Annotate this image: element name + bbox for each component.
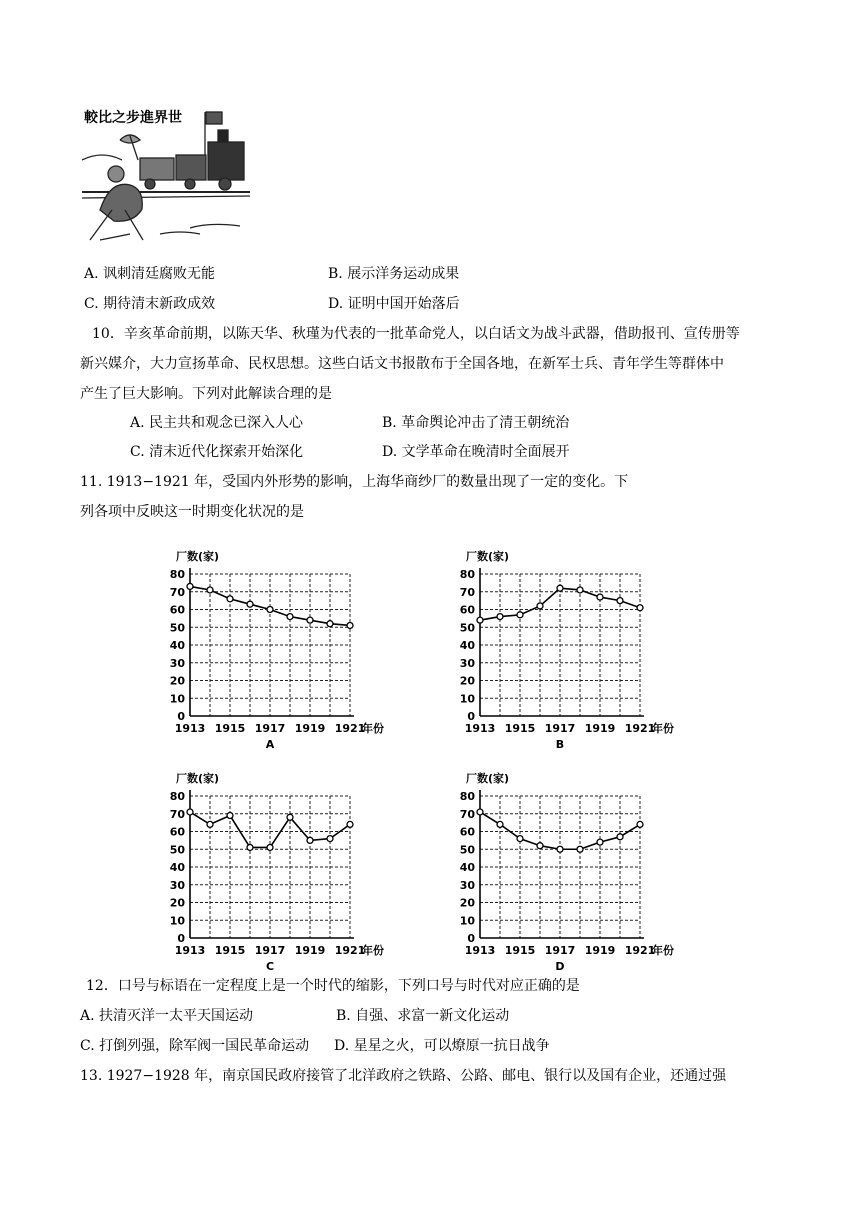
data-point (347, 622, 353, 628)
data-point (537, 843, 543, 849)
y-tick-label: 70 (169, 807, 185, 821)
data-point (247, 601, 253, 607)
chart-label: C (265, 960, 275, 973)
q12-option-c: C. 打倒列强，除军阀一国民革命运动 (80, 1038, 310, 1054)
x-tick-label: 1921 (624, 944, 656, 957)
data-point (557, 846, 563, 852)
q9-option-d: D. 证明中国开始落后 (328, 296, 460, 312)
data-point (497, 614, 503, 620)
q13-line: 13. 1927−1928 年，南京国民政府接管了北洋政府之铁路、公路、邮电、银行以及国有企业，还通过强 (80, 1068, 727, 1084)
y-tick-label: 20 (459, 674, 475, 688)
chart-a (160, 530, 410, 752)
x-tick-label: 1913 (464, 944, 496, 957)
y-tick-label: 70 (459, 585, 475, 599)
q9-option-c: C. 期待清末新政成效 (84, 296, 216, 312)
y-tick-label: 30 (459, 656, 475, 670)
data-point (557, 585, 563, 591)
chart-c (160, 752, 410, 974)
x-tick-label: 1921 (334, 944, 366, 957)
data-point (307, 837, 313, 843)
q11-line-2: 列各项中反映这一时期变化状况的是 (80, 504, 304, 520)
y-tick-label: 10 (169, 692, 185, 706)
data-point (617, 834, 623, 840)
data-point (187, 809, 193, 815)
y-tick-label: 20 (459, 896, 475, 910)
chart-label: A (265, 738, 275, 751)
y-axis-label: 厂数(家) (176, 550, 220, 563)
y-tick-label: 0 (467, 932, 475, 945)
y-tick-label: 10 (169, 914, 185, 928)
x-tick-label: 1917 (254, 722, 286, 735)
q12-option-a: A. 扶清灭洋一太平天国运动 (80, 1008, 254, 1024)
y-tick-label: 0 (177, 932, 185, 945)
data-point (577, 587, 583, 593)
data-point (637, 821, 643, 827)
y-tick-label: 0 (467, 710, 475, 723)
x-tick-label: 1921 (334, 722, 366, 735)
y-axis-label: 厂数(家) (466, 550, 510, 563)
y-tick-label: 20 (169, 896, 185, 910)
cartoon-caption: 較比之步進界世 (84, 110, 182, 126)
y-tick-label: 40 (169, 861, 185, 874)
x-tick-label: 1913 (464, 722, 496, 735)
q10-line-2: 新兴媒介，大力宣扬革命、民权思想。这些白话文书报散布于全国各地，在新军士兵、青年学生等群体中 (80, 356, 724, 372)
y-tick-label: 10 (459, 914, 475, 928)
y-tick-label: 60 (459, 825, 475, 839)
x-axis-label: 年份 (652, 722, 674, 735)
y-tick-label: 50 (459, 843, 475, 857)
y-tick-label: 40 (169, 639, 185, 652)
chart-grid (480, 796, 640, 938)
y-tick-label: 50 (169, 621, 185, 635)
q10-option-b: B. 革命舆论冲击了清王朝统治 (382, 415, 570, 431)
y-axis-label: 厂数(家) (176, 772, 220, 785)
chart-label: B (555, 738, 565, 751)
x-tick-label: 1913 (174, 944, 206, 957)
x-tick-label: 1919 (584, 722, 616, 735)
x-tick-label: 1915 (504, 944, 536, 957)
data-point (517, 612, 523, 618)
y-tick-label: 70 (169, 585, 185, 599)
chart-grid (190, 796, 350, 938)
data-point (497, 821, 503, 827)
x-tick-label: 1915 (504, 722, 536, 735)
data-point (227, 813, 233, 819)
y-tick-label: 10 (459, 692, 475, 706)
q10-line-1: 10．辛亥革命前期，以陈天华、秋瑾为代表的一批革命党人，以白话文为战斗武器，借助报刊、宣传册等 (92, 326, 740, 342)
y-tick-label: 80 (169, 790, 185, 803)
x-tick-label: 1917 (544, 944, 576, 957)
data-point (227, 596, 233, 602)
y-axis-label: 厂数(家) (466, 772, 510, 785)
y-tick-label: 50 (169, 843, 185, 857)
y-tick-label: 0 (177, 710, 185, 723)
data-point (537, 603, 543, 609)
data-point (617, 598, 623, 604)
q10-option-a: A. 民主共和观念已深入人心 (130, 415, 304, 431)
data-point (207, 821, 213, 827)
y-tick-label: 80 (169, 568, 185, 581)
data-point (477, 809, 483, 815)
data-point (247, 844, 253, 850)
chart-label: D (555, 960, 565, 973)
cartoon-drawing (82, 112, 250, 240)
data-point (597, 594, 603, 600)
y-tick-label: 40 (459, 639, 475, 652)
q12-option-b: B. 自强、求富一新文化运动 (336, 1008, 510, 1024)
q9-option-b: B. 展示洋务运动成果 (328, 266, 460, 282)
y-tick-label: 30 (459, 878, 475, 892)
x-tick-label: 1917 (254, 944, 286, 957)
q9-option-a: A. 讽刺清廷腐败无能 (84, 266, 216, 282)
data-point (327, 836, 333, 842)
x-tick-label: 1917 (544, 722, 576, 735)
data-point (347, 821, 353, 827)
y-tick-label: 40 (459, 861, 475, 874)
data-point (267, 607, 273, 613)
x-tick-label: 1921 (624, 722, 656, 735)
chart-grid (190, 574, 350, 716)
data-point (287, 814, 293, 820)
data-point (307, 617, 313, 623)
x-axis-label: 年份 (652, 944, 674, 957)
chart-d (450, 752, 700, 974)
y-tick-label: 60 (169, 825, 185, 839)
data-point (637, 605, 643, 611)
chart-grid (480, 574, 640, 716)
y-tick-label: 60 (459, 603, 475, 617)
cartoon-illustration (80, 100, 252, 248)
chart-b (450, 530, 700, 752)
y-tick-label: 70 (459, 807, 475, 821)
x-tick-label: 1915 (214, 722, 246, 735)
y-tick-label: 30 (169, 878, 185, 892)
data-point (577, 846, 583, 852)
y-tick-label: 30 (169, 656, 185, 670)
data-point (207, 587, 213, 593)
x-axis-label: 年份 (362, 722, 384, 735)
x-tick-label: 1919 (294, 944, 326, 957)
q10-line-3: 产生了巨大影响。下列对此解读合理的是 (80, 386, 332, 402)
q10-option-d: D. 文学革命在晚清时全面展开 (382, 444, 570, 460)
y-tick-label: 20 (169, 674, 185, 688)
y-tick-label: 80 (459, 790, 475, 803)
y-tick-label: 60 (169, 603, 185, 617)
y-tick-label: 80 (459, 568, 475, 581)
y-tick-label: 50 (459, 621, 475, 635)
data-point (517, 836, 523, 842)
q11-line-1: 11. 1913−1921 年，受国内外形势的影响，上海华商纱厂的数量出现了一定的变化。下 (80, 474, 629, 490)
x-tick-label: 1919 (294, 722, 326, 735)
q10-option-c: C. 清末近代化探索开始深化 (130, 444, 304, 460)
data-point (187, 583, 193, 589)
x-tick-label: 1915 (214, 944, 246, 957)
x-tick-label: 1919 (584, 944, 616, 957)
q12-line: 12．口号与标语在一定程度上是一个时代的缩影，下列口号与时代对应正确的是 (86, 978, 580, 994)
q12-option-d: D. 星星之火，可以燎原一抗日战争 (334, 1038, 550, 1054)
x-axis-label: 年份 (362, 944, 384, 957)
data-point (477, 617, 483, 623)
data-point (287, 614, 293, 620)
data-point (267, 844, 273, 850)
x-tick-label: 1913 (174, 722, 206, 735)
data-point (597, 839, 603, 845)
data-point (327, 621, 333, 627)
